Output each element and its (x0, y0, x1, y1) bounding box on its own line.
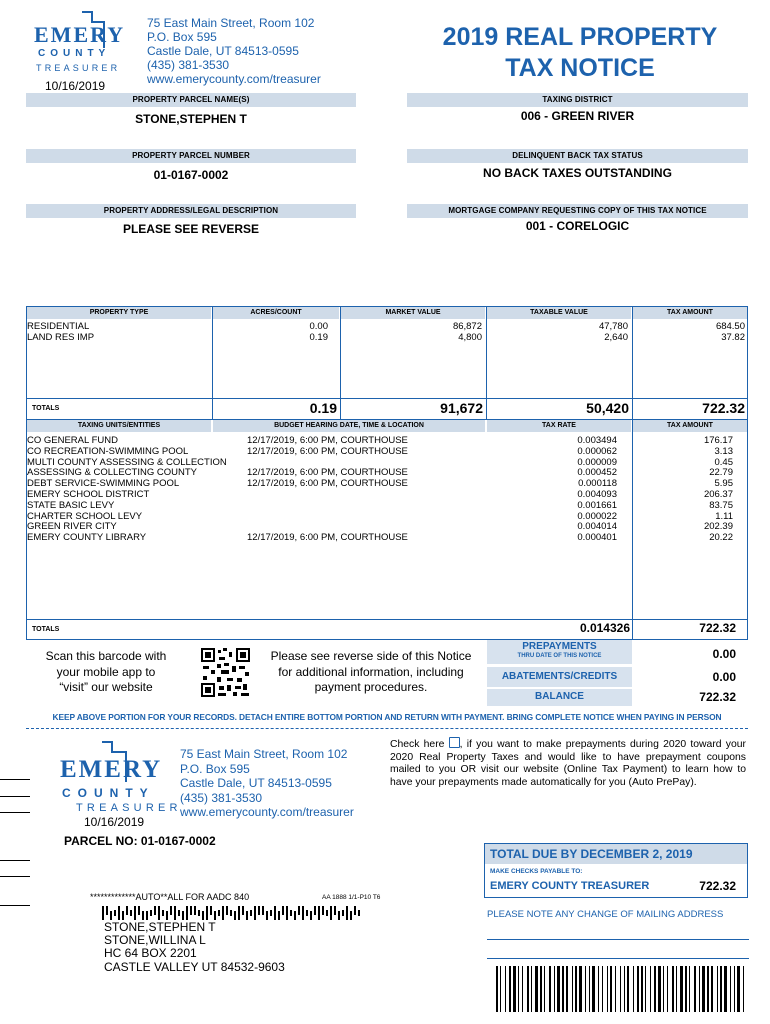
taxing-amounts: 176.17 3.13 0.45 22.79 5.95 206.37 83.75 1.11 202.39 20.22 (703, 435, 733, 544)
prepay-check-pre: Check here (390, 739, 445, 750)
taxing-totals-label: TOTALS (32, 626, 60, 633)
abatements-value: 0.00 (712, 670, 736, 684)
mortgage-label: MORTGAGE COMPANY REQUESTING COPY OF THIS TAX NOTICE (407, 204, 748, 218)
prepayments-value: 0.00 (712, 647, 736, 661)
title-line-1: 2019 REAL PROPERTY (442, 23, 718, 51)
keep-notice: KEEP ABOVE PORTION FOR YOUR RECORDS. DETACH ENTIRE BOTTOM PORTION AND RETURN WITH PAYMENT. BRING COMPLETE NOTICE WHEN PAYING IN PERSON (52, 712, 722, 722)
taxing-district-label: TAXING DISTRICT (407, 93, 748, 107)
stub-parcel-no: PARCEL NO: 01-0167-0002 (64, 834, 216, 848)
qr-code[interactable] (201, 648, 250, 697)
prepay-check-body: , if you want to make prepayments during 2020 toward your 2020 Real Property Taxes and would like to have prepayment coupons mailed to you OR visit our website (Online Tax Payment) to learn how to have your prepayments made automatically for you (Auto PrePay). (390, 739, 746, 788)
county-logo (22, 8, 134, 80)
stub-address (180, 747, 354, 820)
change-address-note: PLEASE NOTE ANY CHANGE OF MAILING ADDRESS (487, 909, 724, 920)
abatements-label: ABATEMENTS/CREDITS (501, 671, 618, 682)
property-totals-line (26, 398, 748, 399)
qr-code-icon (201, 648, 250, 697)
property-address: PLEASE SEE REVERSE (122, 222, 260, 236)
col-property-type: PROPERTY TYPE (27, 307, 211, 319)
taxing-totals-line (26, 619, 748, 620)
edge-mark-5 (0, 876, 30, 877)
balance-value: 722.32 (699, 690, 736, 704)
delinquent-status: NO BACK TAXES OUTSTANDING (483, 166, 672, 180)
total-tax-amount: 722.32 (699, 621, 736, 635)
delinquent-label: DELINQUENT BACK TAX STATUS (407, 149, 748, 163)
property-taxable: 47,780 2,640 (598, 321, 628, 343)
change-address-line-1[interactable] (487, 939, 749, 940)
mailing-address: STONE,STEPHEN T STONE,WILLINA L HC 64 BOX 2201 CASTLE VALLEY UT 84532-9603 (104, 920, 285, 974)
taxing-rates: 0.003494 0.000062 0.000009 0.000452 0.000118 0.004093 0.001661 0.000022 0.004014 0.000401 (577, 435, 617, 544)
taxing-units: CO GENERAL FUND CO RECREATION-SWIMMING POOL MULTI COUNTY ASSESSING & COLLECTION ASSESSING & COLLECTING COUNTY DEBT SERVICE-SWIMMING POOL EMERY SCHOOL DISTRICT STATE BASIC LEVY CHARTER SCHOOL LEVY GREEN RIVER CITY EMERY COUNTY LIBRARY (27, 435, 227, 544)
total-taxable: 50,420 (586, 400, 629, 416)
taxing-hearings: 12/17/2019, 6:00 PM, COURTHOUSE 12/17/2019, 6:00 PM, COURTHOUSE 12/17/2019, 6:00 PM, COURTHOUSE 12/17/2019, 6:00 PM, COURTHOUSE 12/17/2019, 6:00 PM, COURTHOUSE (247, 435, 408, 544)
prepay-checkbox[interactable] (449, 737, 460, 748)
property-acres: 0.00 0.19 (309, 321, 328, 343)
col-market-value: MARKET VALUE (341, 307, 485, 319)
edge-mark-3 (0, 812, 30, 813)
col-hearing: BUDGET HEARING DATE, TIME & LOCATION (213, 420, 485, 432)
header-date: 10/16/2019 (45, 79, 106, 93)
total-tax: 722.32 (702, 400, 745, 416)
balance-label: BALANCE (535, 691, 584, 702)
stub-logo-county: COUNTY (62, 786, 155, 800)
stub-address-line-1: 75 East Main Street, Room 102 (180, 747, 348, 761)
edge-mark-2 (0, 796, 30, 797)
total-due-label: TOTAL DUE BY DECEMBER 2, 2019 (490, 847, 693, 861)
property-types: RESIDENTIAL LAND RES IMP (27, 321, 95, 343)
stub-logo-treasurer: TREASURER (76, 802, 182, 814)
county-address (147, 16, 321, 86)
edge-mark-6 (0, 905, 30, 906)
edge-mark-4 (0, 860, 30, 861)
stub-address-line-3: Castle Dale, UT 84513-0595 (180, 776, 332, 790)
change-address-line-2[interactable] (487, 958, 749, 959)
col-taxing-units: TAXING UNITS/ENTITIES (27, 420, 211, 432)
prepay-check-text (390, 737, 746, 789)
postal-barcode (102, 906, 364, 920)
total-due-amount: 722.32 (699, 879, 736, 893)
logo-county: COUNTY (38, 48, 111, 59)
parcel-name-label: PROPERTY PARCEL NAME(S) (26, 93, 356, 107)
address-line-5: www.emerycounty.com/treasurer (147, 72, 321, 86)
col-tax-rate: TAX RATE (487, 420, 631, 432)
col-acres: ACRES/COUNT (213, 307, 339, 319)
notice-title (410, 22, 750, 84)
edge-mark-1 (0, 779, 30, 780)
total-rate: 0.014326 (579, 621, 630, 635)
reverse-side-text: Please see reverse side of this Notice for additional information, including payment procedures. (270, 649, 472, 694)
address-line-2: P.O. Box 595 (147, 30, 217, 44)
mortgage-company: 001 - CORELOGIC (525, 219, 630, 233)
aa-code: AA 1888 1/1-P10 T6 (322, 894, 381, 901)
col-tax-amount-2: TAX AMOUNT (633, 420, 747, 432)
prepayments-sub: THRU DATE OF THIS NOTICE (517, 653, 602, 659)
col-taxable-value: TAXABLE VALUE (487, 307, 631, 319)
property-address-label: PROPERTY ADDRESS/LEGAL DESCRIPTION (26, 204, 356, 218)
logo-emery: EMERY (34, 22, 126, 47)
logo-treasurer: TREASURER (36, 63, 121, 73)
address-line-4: (435) 381-3530 (147, 58, 230, 72)
detach-line (26, 728, 748, 729)
property-totals-label: TOTALS (32, 405, 60, 412)
taxing-header-line (26, 419, 748, 420)
stub-logo-emery: EMERY (60, 756, 163, 783)
parcel-number: 01-0167-0002 (153, 168, 229, 182)
total-market: 91,672 (440, 400, 483, 416)
parcel-name: STONE,STEPHEN T (135, 112, 247, 126)
property-tax: 684.50 37.82 (715, 321, 745, 343)
auto-line: *************AUTO**ALL FOR AADC 840 (90, 892, 250, 902)
taxing-district: 006 - GREEN RIVER (520, 109, 635, 123)
address-line-3: Castle Dale, UT 84513-0595 (147, 44, 299, 58)
title-line-2: TAX NOTICE (505, 54, 655, 82)
address-line-1: 75 East Main Street, Room 102 (147, 16, 315, 30)
parcel-number-label: PROPERTY PARCEL NUMBER (26, 149, 356, 163)
make-checks-label: MAKE CHECKS PAYABLE TO: (490, 868, 583, 875)
payment-barcode (494, 966, 748, 1012)
property-market: 86,872 4,800 (452, 321, 482, 343)
stub-address-line-2: P.O. Box 595 (180, 761, 250, 776)
payee-name: EMERY COUNTY TREASURER (490, 880, 650, 892)
stub-logo (58, 740, 182, 818)
stub-address-line-5: www.emerycounty.com/treasurer (180, 805, 354, 819)
stub-date: 10/16/2019 (84, 815, 145, 829)
prepayments-label: PREPAYMENTS (522, 641, 597, 652)
col-tax-amount: TAX AMOUNT (633, 307, 747, 319)
scan-text: Scan this barcode with your mobile app to “visit” our website (45, 649, 167, 694)
stub-address-line-4: (435) 381-3530 (180, 790, 263, 805)
total-acres: 0.19 (309, 400, 337, 416)
